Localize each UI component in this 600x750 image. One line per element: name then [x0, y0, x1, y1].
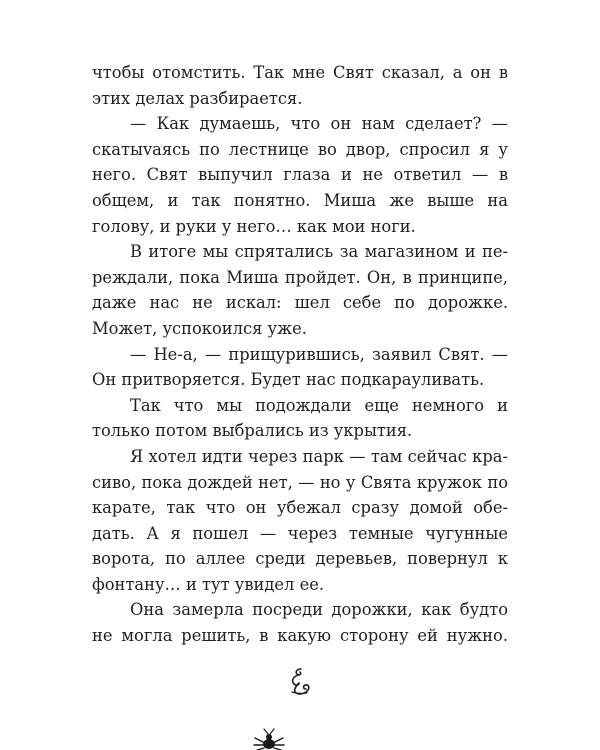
insect-ornament-icon — [252, 728, 286, 750]
paragraph-5: Так что мы подождали еще немного и только потом выбрались из укрытия. — [92, 395, 508, 441]
paragraph-1: чтобы отомстить. Так мне Свят сказал, а он в этих делах разбирается. — [92, 63, 508, 108]
paragraph-4: — Не-а, — прищурившись, заявил Свят. — Он притворяется. Будет нас подкарауливать. — [92, 344, 508, 390]
paragraph-3: В итоге мы спрятались за магазином и переждали, пока Миша пройдет. Он, в принципе, даже нас не искал: шел себе по дорожке. Может, успокоился уже. — [92, 242, 508, 338]
paragraph-2: — Как думаешь, что он нам сделает? — скатыvаясь по лестнице во двор, спросил я у него. Свят выпучил глаза и не ответил — в общем, и так понятно. Миша же выше на голову, и руки у него… как мои ноги. — [92, 114, 508, 236]
section-break-ornament-icon — [287, 666, 313, 696]
paragraph-6: Я хотел идти через парк — там сейчас красиво, пока дождей нет, — но у Свята кружок по карате, так что он убежал сразу домой обедать. А я пошел — через темные чугунные ворота, по аллее среди деревьев, повернул к фонтану… и тут увидел ее. — [92, 446, 508, 594]
book-page — [92, 60, 508, 649]
paragraph-7: Она замерла посреди дорожки, как будто не могла решить, в какую сторону ей нужно. — [92, 600, 508, 646]
